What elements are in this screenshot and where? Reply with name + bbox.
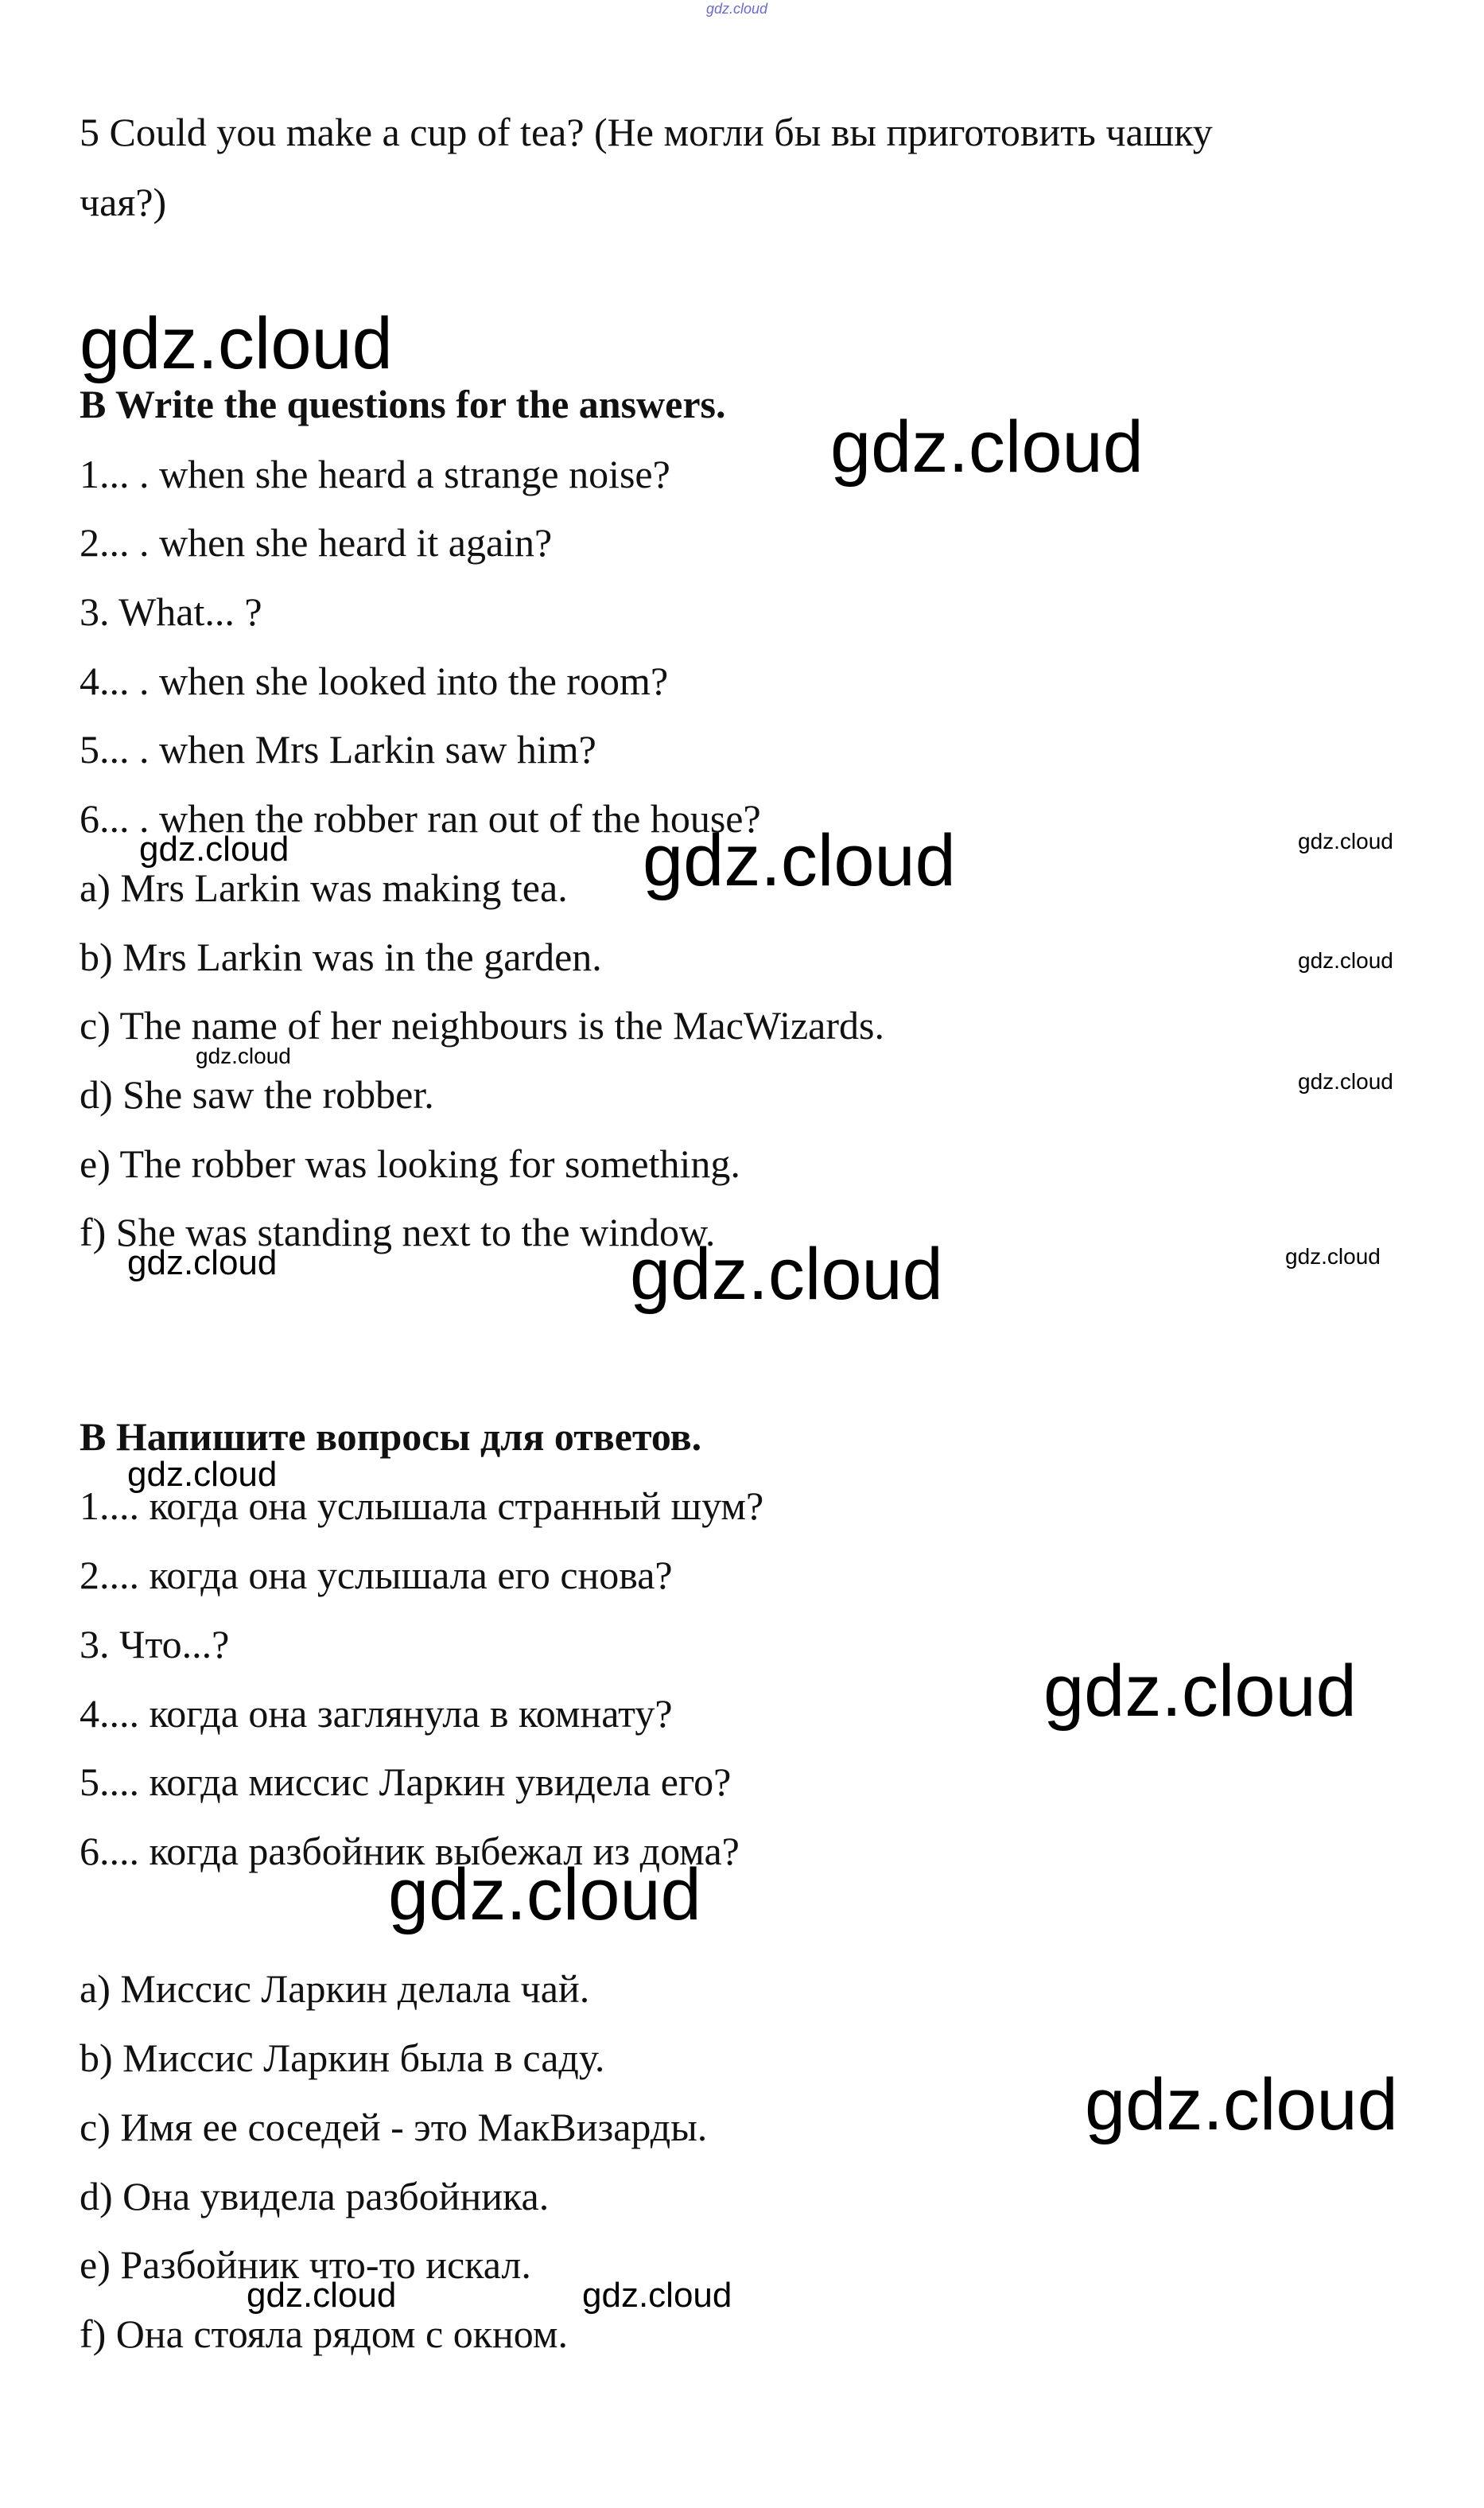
english-answer-f: f) She was standing next to the window. xyxy=(80,1210,716,1254)
watermark: gdz.cloud xyxy=(388,1854,701,1935)
watermark: gdz.cloud xyxy=(139,830,289,869)
watermark: gdz.cloud xyxy=(582,2276,732,2315)
english-heading: B Write the questions for the answers. xyxy=(80,382,726,426)
russian-question-6: 6.... когда разбойник выбежал из дома? xyxy=(80,1829,740,1873)
watermark: gdz.cloud xyxy=(247,2276,397,2315)
russian-question-3: 3. Что...? xyxy=(80,1622,230,1666)
watermark: gdz.cloud xyxy=(830,406,1144,488)
russian-answer-e: e) Разбойник что-то искал. xyxy=(80,2242,531,2287)
english-question-2: 2... . when she heard it again? xyxy=(80,520,553,565)
russian-answer-f: f) Она стояла рядом с окном. xyxy=(80,2312,568,2356)
russian-answer-b: b) Миссис Ларкин была в саду. xyxy=(80,2036,605,2080)
watermark: gdz.cloud xyxy=(1298,1069,1393,1094)
english-question-4: 4... . when she looked into the room? xyxy=(80,659,669,703)
watermark: gdz.cloud xyxy=(80,303,393,384)
watermark: gdz.cloud xyxy=(630,1234,943,1315)
english-question-5: 5... . when Mrs Larkin saw him? xyxy=(80,727,596,772)
russian-question-5: 5.... когда миссис Ларкин увидела его? xyxy=(80,1759,732,1804)
russian-answer-d: d) Она увидела разбойника. xyxy=(80,2174,550,2218)
english-answer-a: a) Mrs Larkin was making tea. xyxy=(80,865,568,910)
watermark: gdz.cloud xyxy=(127,1243,278,1282)
english-question-3: 3. What... ? xyxy=(80,589,262,634)
english-answer-e: e) The robber was looking for something. xyxy=(80,1141,740,1186)
russian-question-1: 1.... когда она услышала странный шум? xyxy=(80,1483,764,1528)
intro-line-2: чая?) xyxy=(80,180,167,224)
english-answer-b: b) Mrs Larkin was in the garden. xyxy=(80,935,602,979)
russian-answer-c: c) Имя ее соседей - это МакВизарды. xyxy=(80,2105,708,2149)
intro-line-1: 5 Could you make a cup of tea? (Не могли бы вы приготовить чашку xyxy=(80,110,1213,154)
watermark: gdz.cloud xyxy=(643,820,956,901)
watermark: gdz.cloud xyxy=(1298,948,1393,973)
english-answer-d: d) She saw the robber. xyxy=(80,1072,434,1117)
russian-question-4: 4.... когда она заглянула в комнату? xyxy=(80,1691,673,1736)
english-question-6: 6... . when the robber ran out of the house? xyxy=(80,796,761,841)
watermark: gdz.cloud xyxy=(1043,1651,1357,1732)
watermark: gdz.cloud xyxy=(127,1455,278,1494)
english-question-1: 1... . when she heard a strange noise? xyxy=(80,452,670,496)
top-watermark: gdz.cloud xyxy=(706,1,768,17)
english-answer-c: c) The name of her neighbours is the MacWizards. xyxy=(80,1003,884,1048)
russian-question-2: 2.... когда она услышала его снова? xyxy=(80,1553,673,1597)
russian-heading: В Напишите вопросы для ответов. xyxy=(80,1414,702,1459)
watermark: gdz.cloud xyxy=(196,1044,291,1068)
watermark: gdz.cloud xyxy=(1285,1244,1381,1269)
watermark: gdz.cloud xyxy=(1085,2064,1398,2145)
russian-answer-a: a) Миссис Ларкин делала чай. xyxy=(80,1966,590,2011)
watermark: gdz.cloud xyxy=(1298,829,1393,853)
